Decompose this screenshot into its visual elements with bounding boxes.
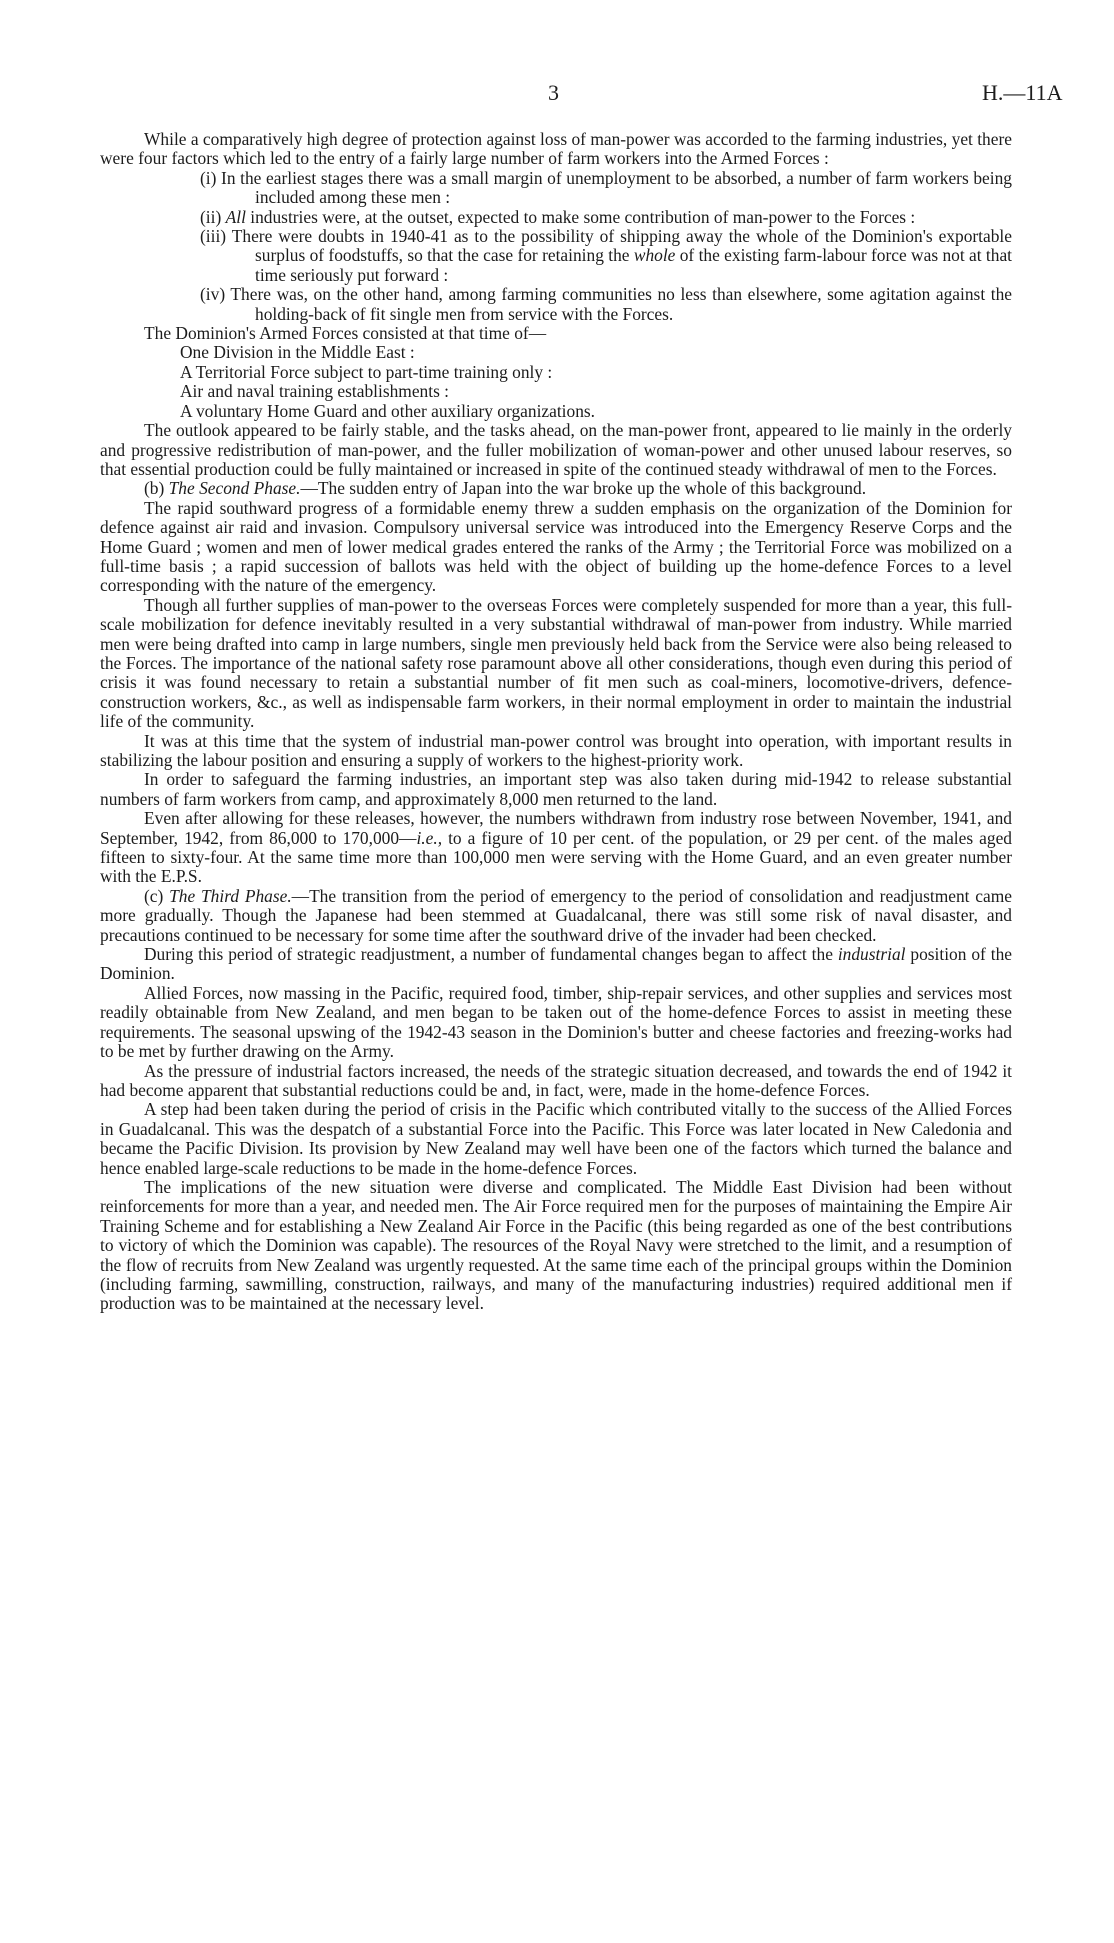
section-title: The Third Phase. (169, 885, 292, 906)
list-item (100, 285, 1012, 324)
section-title: The Second Phase. (168, 478, 301, 499)
paragraph: Allied Forces, now massing in the Pacific, required food, timber, ship-repair services, and other supplies and services most readily obtainable from New Zealand, and men began to be taken out of the home-defence Forces to assist in meeting these requirements. The seasonal upswing of the 1942-43 season in the Dominion's butter and cheese factories and freezing-works had to be met by further drawing on the Army. (100, 982, 1012, 1062)
paragraph: It was at this time that the system of industrial man-power control was brought into operation, with important results in stabilizing the labour position and ensuring a supply of workers to the highest-priority work. (100, 730, 1012, 770)
section-text: —The sudden entry of Japan into the war broke up the whole of this background. (300, 478, 867, 499)
paragraph: In order to safeguard the farming industries, an important step was also taken during mid-1942 to release substantial numbers of farm workers from camp, and approximately 8,000 men returned to the land. (100, 769, 1012, 809)
list-text: There was, on the other hand, among farming communities no less than elsewhere, some agitation against the holding-back of fit single men from service with the Forces. (230, 284, 1012, 324)
force-item: One Division in the Middle East : (180, 342, 415, 363)
paragraph (100, 809, 1012, 887)
paragraph-emphasis: i.e., (416, 827, 443, 848)
paragraph-emphasis: industrial (837, 944, 906, 965)
list-item (100, 227, 1012, 285)
force-item: Air and naval training establishments : (180, 381, 450, 402)
paragraph: The outlook appeared to be fairly stable, and the tasks ahead, on the man-power front, appeared to lie mainly in the orderly and progressive redistribution of man-power, and the fuller mobilization of woman-power and other unused labour reserves, so that essential production could be fully maintained or increased in spite of the continued steady withdrawal of men to the Forces. (100, 420, 1012, 479)
list-number: (iii) (200, 226, 227, 247)
paragraph-part: to a figure of 10 per cent. of the population, or 29 per cent. of the males aged fifteen to sixty-four. At the same time more than 100,000 men were serving with the Home Guard, and an even greater number with the E.P.S. (100, 827, 1012, 887)
section-label: (b) (144, 478, 169, 499)
paragraph-part: position of the Dominion. (100, 944, 1012, 984)
section-label: (c) (144, 885, 170, 906)
section-third-phase (100, 887, 1012, 945)
forces-list (100, 343, 1012, 421)
list-text: industries were, at the outset, expected to make some contribution of man-power to the Forces : (245, 206, 916, 227)
list-number: (i) (200, 167, 217, 188)
paragraph (100, 945, 1012, 984)
paragraph-part: During this period of strategic readjustment, a number of fundamental changes began to affect the (144, 944, 838, 965)
list-number: (ii) (200, 206, 222, 227)
paragraph: The implications of the new situation were diverse and complicated. The Middle East Division had been without reinforcements for more than a year, and needed men. The Air Force required men for the purposes of maintaining the Empire Air Training Scheme and for establishing a New Zealand Air Force in the Pacific (this being regarded as one of the best contributions to victory of which the Dominion was capable). The resources of the Royal Navy were stretched to the limit, and a resumption of the flow of recruits from New Zealand was urgently requested. At the same time each of the principal groups within the Dominion (including farming, sawmilling, construction, railways, and many of the manufacturing industries) required additional men if production was to be maintained at the necessary level. (100, 1176, 1012, 1314)
list-emphasis: whole (633, 245, 676, 266)
list-number: (iv) (200, 284, 226, 305)
paragraph-forces-intro: The Dominion's Armed Forces consisted at that time of— (144, 323, 547, 344)
paragraph-intro: While a comparatively high degree of protection against loss of man-power was accorded to the farming industries, yet there were four factors which led to the entry of a fairly large number of farm workers into the Armed Forces : (100, 129, 1012, 169)
section-second-phase (100, 479, 1012, 498)
list-item (100, 208, 1012, 227)
list-emphasis: All (225, 206, 246, 227)
factor-list (100, 169, 1012, 324)
paragraph-part: Even after allowing for these releases, however, the numbers withdrawn from industry rose between November, 1941, and September, 1942, from 86,000 to 170,000— (100, 808, 1012, 848)
list-text: In the earliest stages there was a small margin of unemployment to be absorbed, a number of farm workers being included among these men : (221, 167, 1012, 208)
paragraph: The rapid southward progress of a formidable enemy threw a sudden emphasis on the organization of the Dominion for defence against air raid and invasion. Compulsory universal service was introduced into the Emergency Reserve Corps and the Home Guard ; women and men of lower medical grades entered the ranks of the Army ; the Territorial Force was mobilized on a full-time basis ; a rapid succession of ballots was held with the object of building up the home-defence Forces to a level corresponding with the nature of the emergency. (100, 497, 1012, 596)
paragraph: Though all further supplies of man-power to the overseas Forces were completely suspended for more than a year, this full-scale mobilization for defence inevitably resulted in a very substantial withdrawal of man-power from industry. While married men were being drafted into camp in large numbers, single men previously held back from the Service were also being released to the Forces. The importance of the national safety rose paramount above all other considerations, though even during this period of crisis it was found necessary to retain a substantial number of fit men such as coal-miners, locomotive-drivers, defence-construction workers, &c., as well as indispensable farm workers, in their normal employment in order to maintain the industrial life of the community. (100, 594, 1012, 732)
page-number: 3 (548, 80, 559, 105)
force-item: A Territorial Force subject to part-time training only : (180, 361, 553, 382)
section-text: —The transition from the period of emergency to the period of consolidation and readjustment came more gradually. Though the Japanese had been stemmed at Guadalcanal, there was still some risk of naval disaster, and precautions continued to be necessary for some time after the southward drive of the invader had been checked. (100, 885, 1012, 945)
body-text (100, 130, 1012, 1314)
force-item: A voluntary Home Guard and other auxiliary organizations. (180, 400, 596, 421)
paragraph: As the pressure of industrial factors increased, the needs of the strategic situation decreased, and towards the end of 1942 it had become apparent that substantial reductions could be and, in fact, were, made in the home-defence Forces. (100, 1060, 1012, 1100)
list-text: of the existing farm-labour force was not at that time seriously put forward : (255, 245, 1012, 285)
paragraph: A step had been taken during the period of crisis in the Pacific which contributed vitally to the success of the Allied Forces in Guadalcanal. This was the despatch of a substantial Force into the Pacific. This Force was later located in New Caledonia and became the Pacific Division. Its provision by New Zealand may well have been one of the factors which turned the balance and hence enabled large-scale reductions to be made in the home-defence Forces. (100, 1099, 1012, 1178)
list-item (100, 169, 1012, 208)
document-reference: H.—11A (982, 80, 1063, 105)
list-text: There were doubts in 1940-41 as to the possibility of shipping away the whole of the Dominion's exportable surplus of foodstuffs, so that the case for retaining the (231, 226, 1012, 266)
